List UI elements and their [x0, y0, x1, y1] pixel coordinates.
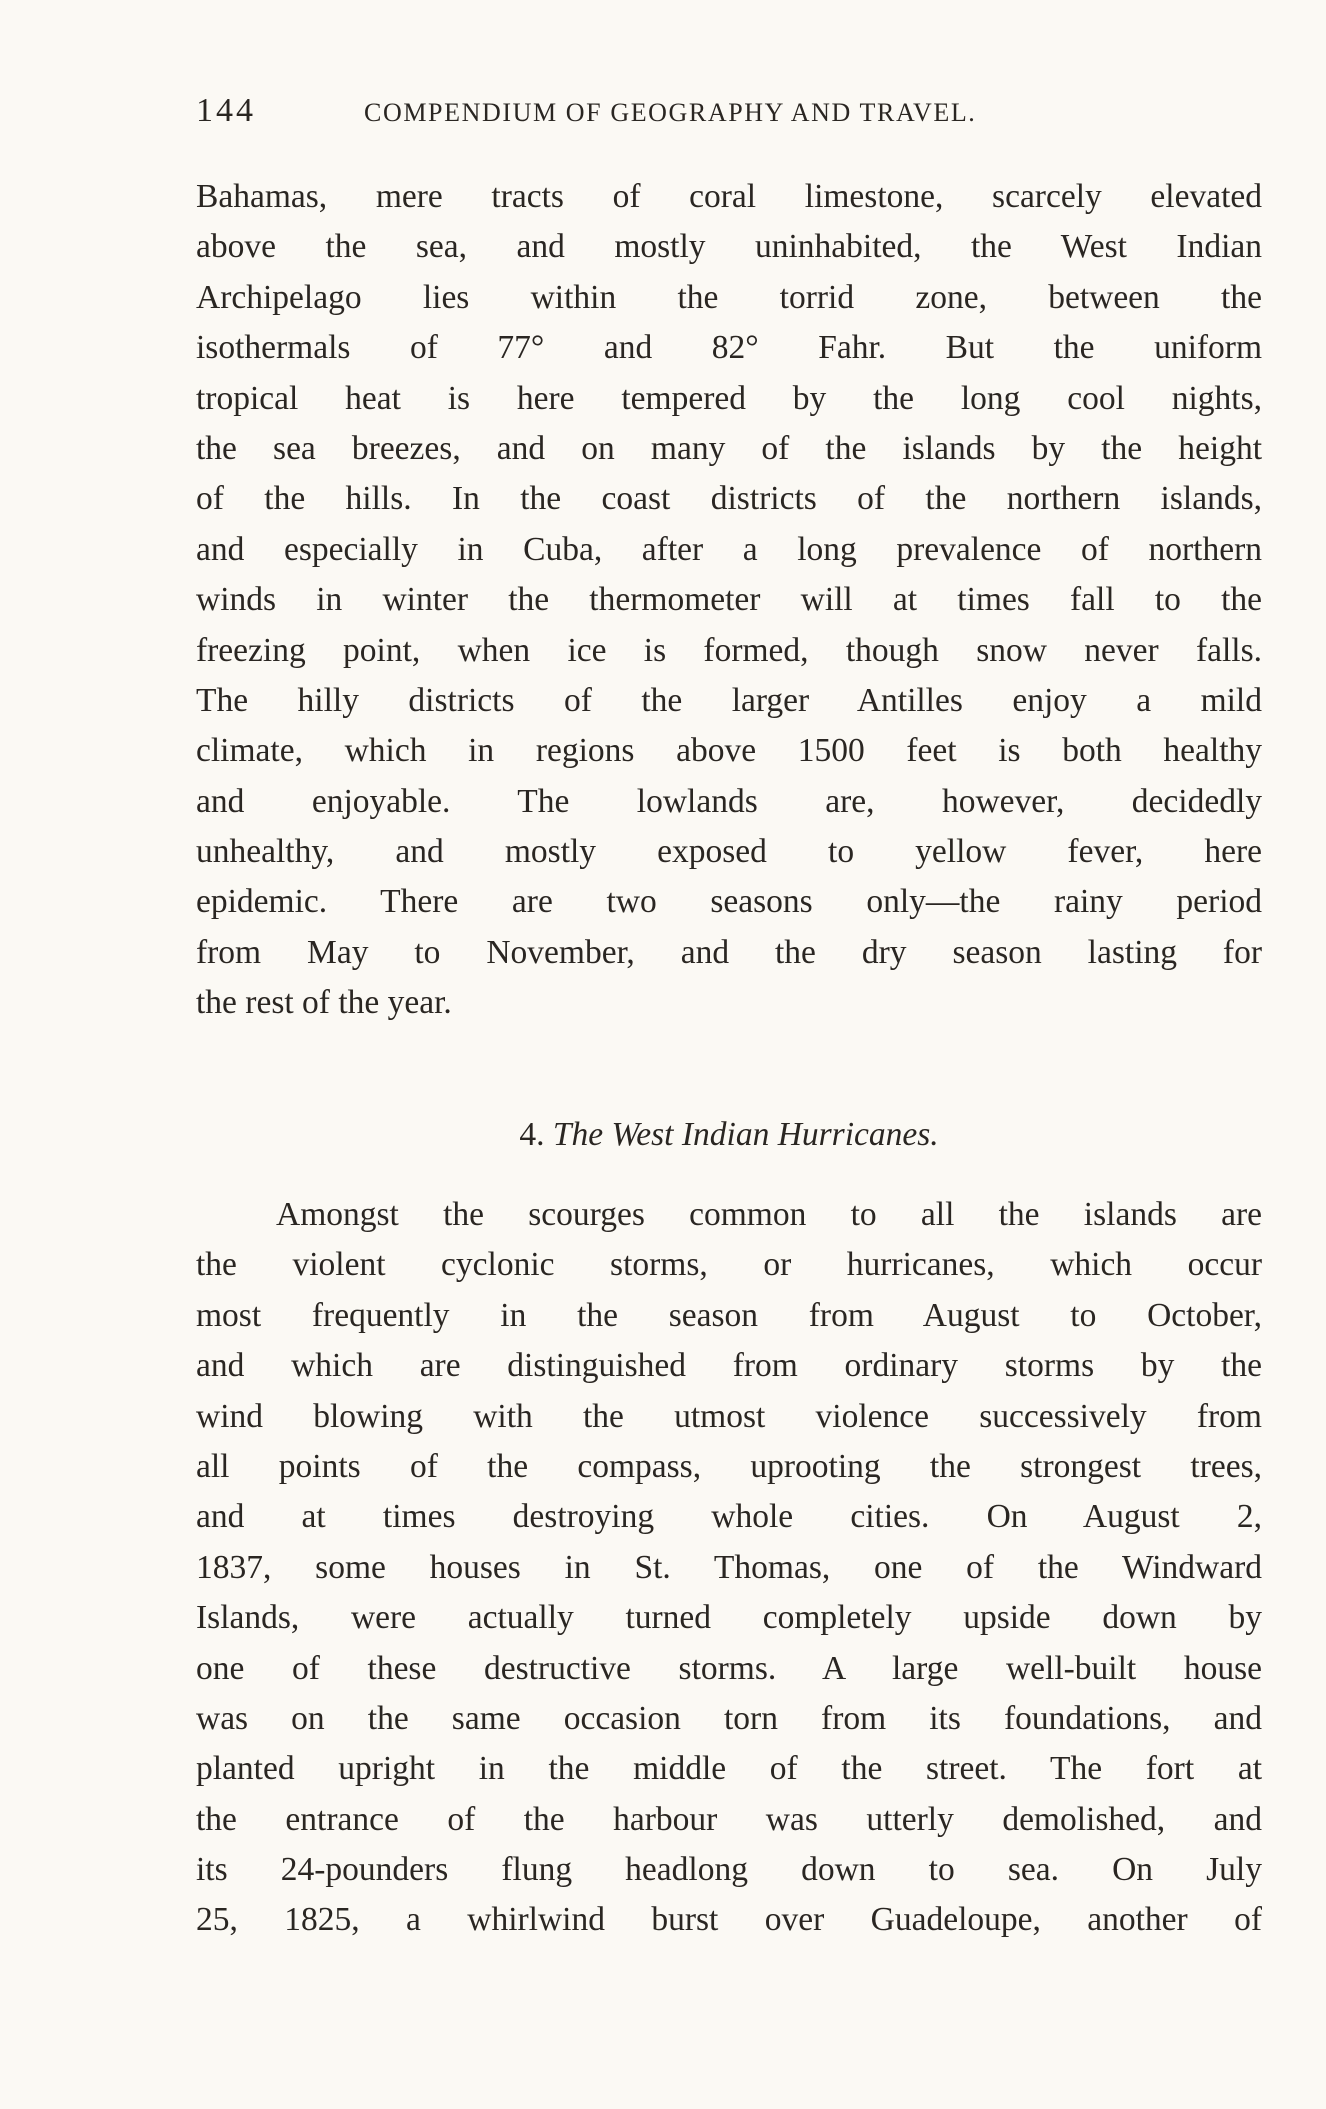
text-line: wind blowing with the utmost violence successively from — [196, 1397, 1262, 1435]
page-header — [196, 92, 1262, 142]
text-line: climate, which in regions above 1500 feet is both healthy — [196, 732, 1262, 770]
text-line: and especially in Cuba, after a long prevalence of northern — [196, 530, 1262, 568]
text-line: was on the same occasion torn from its foundations, and — [196, 1699, 1262, 1737]
section-heading — [196, 1110, 1262, 1160]
text-line: unhealthy, and mostly exposed to yellow fever, here — [196, 833, 1262, 871]
text-line: above the sea, and mostly uninhabited, the West Indian — [196, 228, 1262, 266]
text-line: and at times destroying whole cities. On August 2, — [196, 1498, 1262, 1536]
text-line: the sea breezes, and on many of the islands by the height — [196, 429, 1262, 467]
text-line: tropical heat is here tempered by the long cool nights, — [196, 379, 1262, 417]
text-line: epidemic. There are two seasons only—the rainy period — [196, 883, 1262, 921]
section-number: 4. — [519, 1116, 545, 1153]
text-line: Archipelago lies within the torrid zone, between the — [196, 278, 1262, 316]
text-line: 25, 1825, a whirlwind burst over Guadeloupe, another of — [196, 1901, 1262, 1939]
text-line: 1837, some houses in St. Thomas, one of the Windward — [196, 1548, 1262, 1586]
text-line: planted upright in the middle of the street. The fort at — [196, 1750, 1262, 1788]
section-title: The West Indian Hurricanes. — [552, 1116, 939, 1153]
text-line: all points of the compass, uprooting the strongest trees, — [196, 1447, 1262, 1485]
text-line: The hilly districts of the larger Antilles enjoy a mild — [196, 681, 1262, 719]
page-number: 144 — [196, 92, 256, 129]
text-line: and enjoyable. The lowlands are, however, decidedly — [196, 782, 1262, 820]
text-line: winds in winter the thermometer will at times fall to the — [196, 581, 1262, 619]
text-line: isothermals of 77° and 82° Fahr. But the uniform — [196, 329, 1262, 367]
text-line: one of these destructive storms. A large well-built house — [196, 1649, 1262, 1687]
text-line: most frequently in the season from August to October, — [196, 1296, 1262, 1334]
text-line: of the hills. In the coast districts of the northern islands, — [196, 480, 1262, 518]
text-line: freezing point, when ice is formed, though snow never falls. — [196, 631, 1262, 669]
text-line: Islands, were actually turned completely upside down by — [196, 1599, 1262, 1637]
text-line: the rest of the year. — [196, 984, 452, 1022]
text-line: and which are distinguished from ordinary storms by the — [196, 1347, 1262, 1385]
text-line: Bahamas, mere tracts of coral limestone, scarcely elevated — [196, 178, 1262, 215]
text-line: the entrance of the harbour was utterly demolished, and — [196, 1800, 1262, 1838]
text-line: Amongst the scourges common to all the islands are — [276, 1196, 1262, 1233]
paragraph-climate — [196, 172, 1262, 1029]
paragraph-hurricanes — [196, 1190, 1262, 1946]
text-line: its 24-pounders flung headlong down to sea. On July — [196, 1851, 1262, 1889]
text-line: from May to November, and the dry season lasting for — [196, 933, 1262, 971]
running-head: COMPENDIUM OF GEOGRAPHY AND TRAVEL. — [364, 98, 977, 127]
text-line: the violent cyclonic storms, or hurricanes, which occur — [196, 1246, 1262, 1284]
